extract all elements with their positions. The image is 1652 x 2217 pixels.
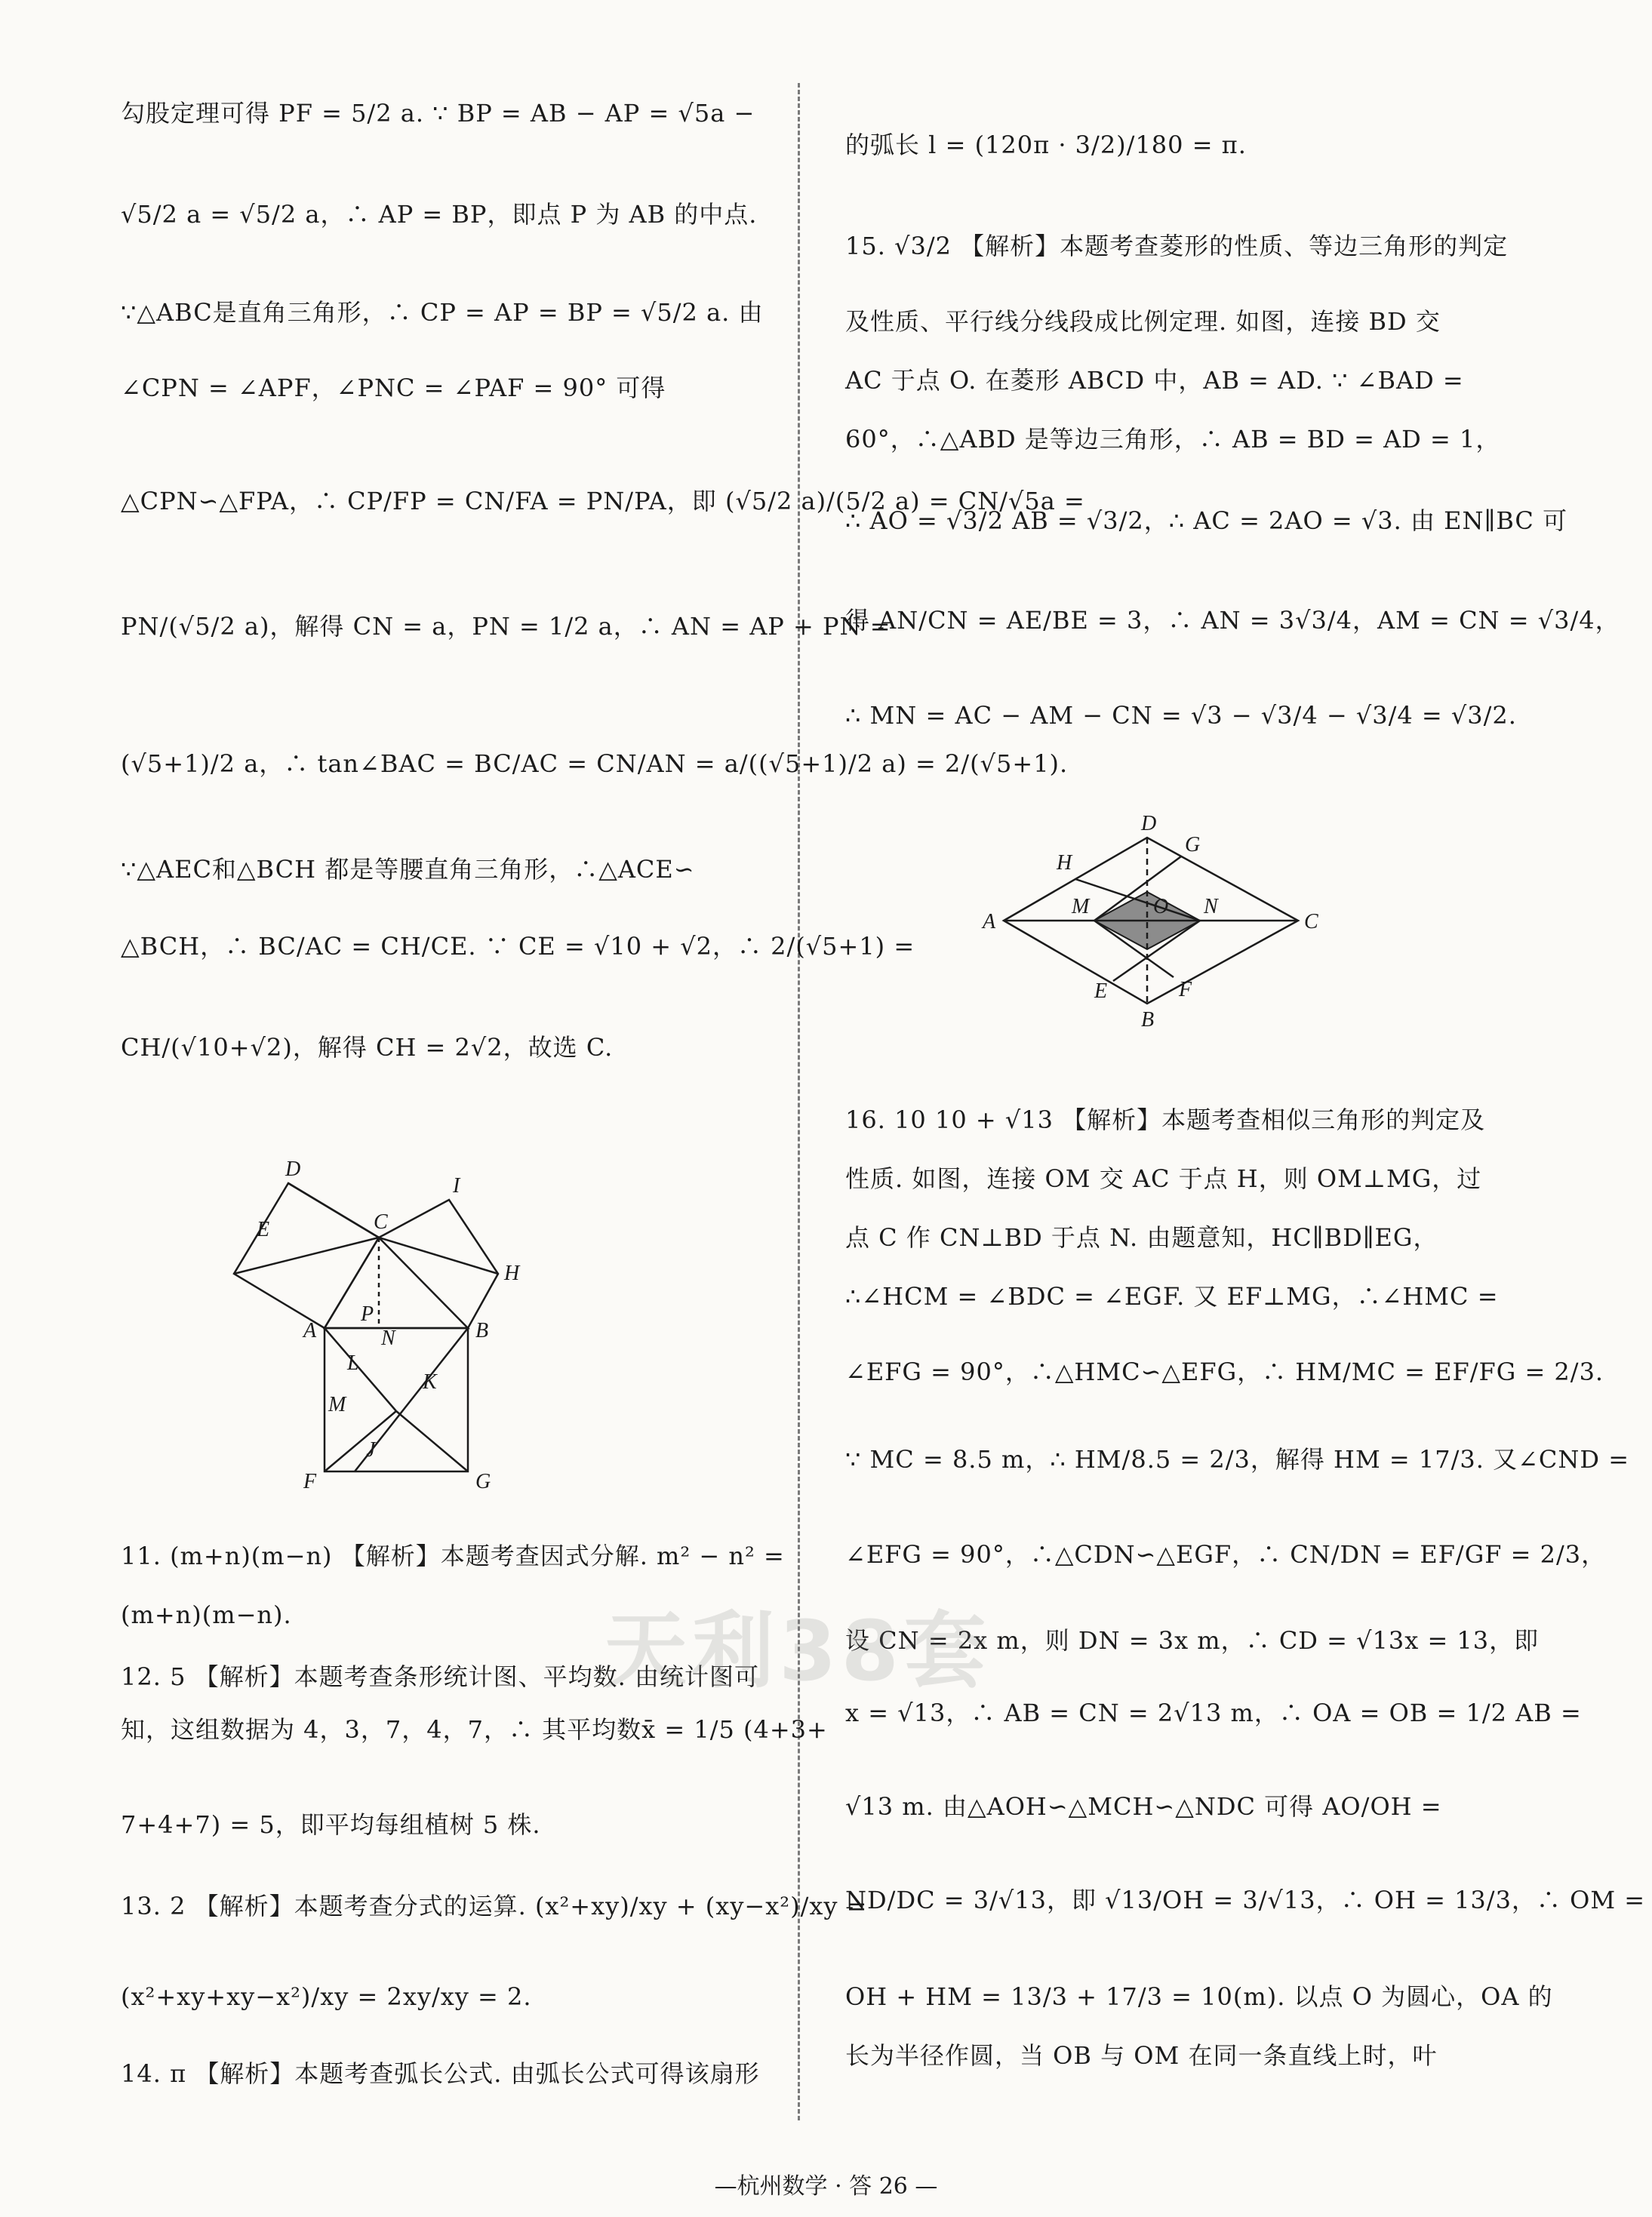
figure-rhombus: [981, 807, 1404, 1034]
text-line: 得 AN/CN = AE/BE = 3，∴ AN = 3√3/4，AM = CN = √3/4，: [845, 606, 1620, 635]
text-line: 13. 2 【解析】本题考查分式的运算. (x²+xy)/xy + (xy−x²)/xy =: [121, 1892, 868, 1920]
text-line: 知，这组数据为 4，3，7，4，7，∴ 其平均数x̄ = 1/5 (4+3+: [121, 1715, 828, 1744]
text-line: OH + HM = 13/3 + 17/3 = 10(m). 以点 O 为圆心，OA 的: [845, 1982, 1553, 2011]
text-line: 点 C 作 CN⊥BD 于点 N. 由题意知，HC∥BD∥EG，: [845, 1223, 1438, 1252]
text-line: 60°，∴△ABD 是等边三角形，∴ AB = BD = AD = 1，: [845, 425, 1501, 454]
text-line: ∵△ABC是直角三角形，∴ CP = AP = BP = √5/2 a. 由: [121, 298, 764, 327]
column-divider: [798, 83, 800, 2120]
text-line: ∴∠HCM = ∠BDC = ∠EGF. 又 EF⊥MG，∴∠HMC =: [845, 1282, 1499, 1311]
text-line: ∵△AEC和△BCH 都是等腰直角三角形，∴△ACE∽: [121, 855, 695, 884]
text-line: 15. √3/2 【解析】本题考查菱形的性质、等边三角形的判定: [845, 232, 1509, 260]
figure-1-label: F: [303, 1470, 317, 1493]
text-line: ∴ MN = AC − AM − CN = √3 − √3/4 − √3/4 = √3/2.: [845, 701, 1517, 730]
figure-1-label: D: [285, 1158, 301, 1181]
figure-2-label: A: [983, 910, 996, 933]
figure-1-label: E: [257, 1218, 270, 1241]
text-line: 14. π 【解析】本题考查弧长公式. 由弧长公式可得该扇形: [121, 2059, 760, 2088]
figure-2-label: G: [1185, 833, 1201, 856]
figure-2-label: B: [1141, 1008, 1155, 1032]
text-line: 设 CN = 2x m，则 DN = 3x m，∴ CD = √13x = 13，即: [845, 1626, 1540, 1655]
figure-1-label: C: [374, 1210, 388, 1234]
text-line: √13 m. 由△AOH∽△MCH∽△NDC 可得 AO/OH =: [845, 1792, 1442, 1821]
figure-1-label: I: [453, 1174, 460, 1198]
figure-1-label: G: [475, 1470, 491, 1493]
figure-pythagorean-squares: [257, 1139, 596, 1494]
text-line: ∠CPN = ∠APF，∠PNC = ∠PAF = 90° 可得: [121, 374, 666, 402]
figure-2-label: F: [1179, 978, 1192, 1001]
figure-2-label: H: [1057, 851, 1072, 875]
text-line: 7+4+7) = 5，即平均每组植树 5 株.: [121, 1810, 541, 1839]
text-line: x = √13，∴ AB = CN = 2√13 m，∴ OA = OB = 1/2 AB =: [845, 1699, 1582, 1727]
page-footer: —杭州数学 · 答 26 —: [714, 2173, 938, 2200]
watermark: 天利38套: [604, 1603, 992, 1699]
text-line: 性质. 如图，连接 OM 交 AC 于点 H，则 OM⊥MG，过: [845, 1164, 1482, 1193]
text-line: 16. 10 10 + √13 【解析】本题考查相似三角形的判定及: [845, 1105, 1486, 1134]
text-line: ∴ AO = √3/2 AB = √3/2，∴ AC = 2AO = √3. 由 EN∥BC 可: [845, 506, 1568, 535]
text-line: 12. 5 【解析】本题考查条形统计图、平均数. 由统计图可: [121, 1662, 759, 1691]
text-line: 及性质、平行线分线段成比例定理. 如图，连接 BD 交: [845, 307, 1441, 336]
figure-1-label: A: [303, 1319, 317, 1342]
text-line: 11. (m+n)(m−n) 【解析】本题考查因式分解. m² − n² =: [121, 1542, 785, 1570]
text-line: (m+n)(m−n).: [121, 1600, 292, 1629]
figure-1-label: J: [366, 1438, 376, 1462]
figure-2-label: N: [1204, 895, 1218, 918]
figure-1-svg: [257, 1139, 596, 1494]
figure-1-label: H: [504, 1262, 520, 1285]
figure-1-label: M: [328, 1393, 346, 1416]
figure-1-label: L: [347, 1351, 359, 1375]
text-line: △BCH，∴ BC/AC = CH/CE. ∵ CE = √10 + √2，∴ 2/(√5+1) =: [121, 932, 915, 961]
text-line: AC 于点 O. 在菱形 ABCD 中，AB = AD. ∵ ∠BAD =: [845, 366, 1464, 395]
text-line: PN/(√5/2 a)，解得 CN = a，PN = 1/2 a，∴ AN = AP + PN =: [121, 612, 891, 641]
text-line: (x²+xy+xy−x²)/xy = 2xy/xy = 2.: [121, 1982, 532, 2011]
figure-2-label: E: [1094, 979, 1108, 1003]
figure-1-label: B: [475, 1319, 489, 1342]
figure-1-label: K: [423, 1370, 437, 1394]
text-line: 勾股定理可得 PF = 5/2 a. ∵ BP = AB − AP = √5a −: [121, 99, 755, 128]
text-line: √5/2 a = √5/2 a，∴ AP = BP，即点 P 为 AB 的中点.: [121, 200, 758, 229]
text-line: ∠EFG = 90°，∴△HMC∽△EFG，∴ HM/MC = EF/FG = 2/3.: [845, 1358, 1604, 1386]
text-line: CH/(√10+√2)，解得 CH = 2√2，故选 C.: [121, 1033, 614, 1062]
figure-1-label: P: [361, 1302, 374, 1326]
text-line: ∠EFG = 90°，∴△CDN∽△EGF，∴ CN/DN = EF/GF = 2/3，: [845, 1540, 1607, 1569]
figure-2-label: M: [1072, 895, 1090, 918]
figure-2-label: C: [1304, 910, 1318, 933]
figure-1-label: N: [381, 1327, 395, 1350]
text-line: ∵ MC = 8.5 m，∴ HM/8.5 = 2/3，解得 HM = 17/3. 又∠CND =: [845, 1445, 1630, 1474]
text-line: 长为半径作圆，当 OB 与 OM 在同一条直线上时，叶: [845, 2041, 1438, 2070]
text-line: △CPN∽△FPA，∴ CP/FP = CN/FA = PN/PA，即 (√5/2 a)/(5/2 a) = CN/√5a =: [121, 487, 1085, 515]
text-line: 的弧长 l = (120π · 3/2)/180 = π.: [845, 131, 1247, 159]
figure-2-svg: [981, 807, 1404, 1034]
text-line: (√5+1)/2 a，∴ tan∠BAC = BC/AC = CN/AN = a/((√5+1)/2 a) = 2/(√5+1).: [121, 749, 1069, 778]
figure-2-label: D: [1141, 812, 1157, 835]
figure-2-label: O: [1153, 895, 1169, 918]
text-line: ND/DC = 3/√13，即 √13/OH = 3/√13，∴ OH = 13/3，∴ OM =: [845, 1886, 1646, 1914]
